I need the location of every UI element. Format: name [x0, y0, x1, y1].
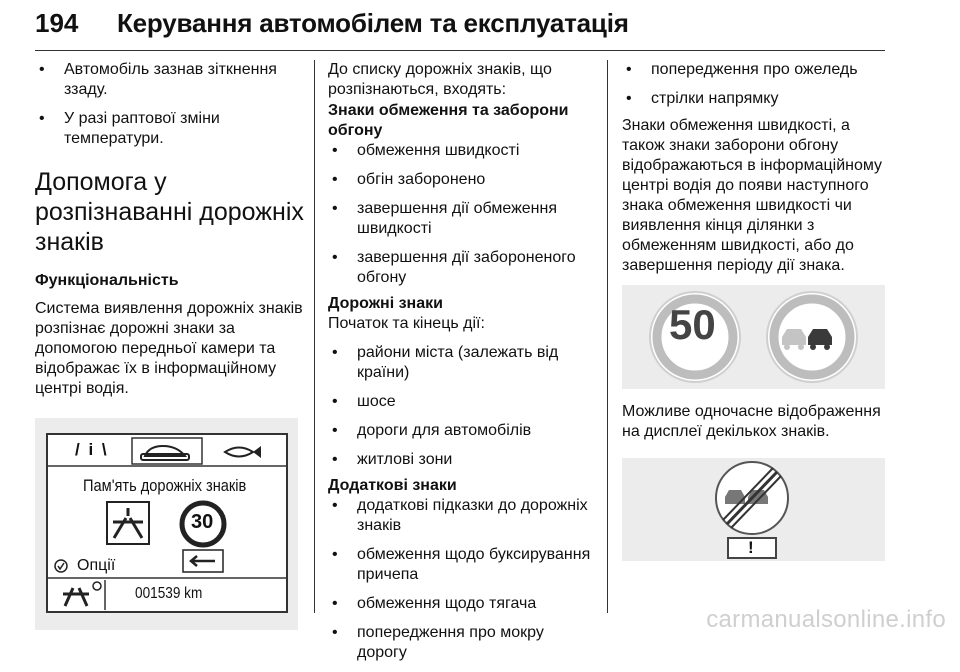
options-label: Опції [77, 557, 116, 574]
list-item: • дороги для автомобілів [328, 421, 598, 441]
subheading: Функціональність [35, 272, 179, 289]
bullet-list [35, 60, 305, 149]
column-divider [314, 60, 315, 613]
page-header [35, 0, 885, 51]
list-item: • попередження про мокру дорогу [328, 623, 598, 663]
subheading: Знаки обмеження та заборони обгону [328, 102, 569, 139]
column-divider [607, 60, 608, 613]
paragraph: До списку дорожніх знаків, що розпізнаються, входять: [328, 61, 552, 98]
watermark: carmanualsonline.info [706, 606, 946, 633]
car-icon [725, 490, 745, 504]
paragraph: Знаки обмеження швидкості, а також знаки заборони обгону відображаються в інформаційному центрі водія до появи наступного знака обмеження швидкості чи виявлення кінця ділянки з обмеженням швидкості, або до завершення періоду дії знака. [622, 117, 883, 274]
list-item: • житлові зони [328, 450, 598, 470]
column-2 [328, 60, 598, 672]
list-item: • обмеження швидкості [328, 141, 598, 161]
end-of-overtaking-sign-figure [622, 458, 885, 561]
odometer: 001539 km [135, 585, 203, 602]
bullet-list [622, 60, 890, 109]
list-item: • обмеження щодо тягача [328, 594, 598, 614]
list-item: • попередження про ожеледь [622, 60, 890, 80]
warning-mark: ! [748, 538, 754, 557]
bullet-list [328, 141, 598, 288]
list-item: • райони міста (залежать від країни) [328, 343, 598, 383]
bullet-list [328, 343, 598, 470]
bullet-list [328, 496, 598, 663]
paragraph: Початок та кінець дії: [328, 315, 485, 332]
section-heading: Допомога у розпізнаванні дорожніх знаків [35, 168, 304, 256]
speed-limit-value: 30 [191, 511, 214, 533]
list-item: • завершення дії обмеження швидкості [328, 199, 598, 239]
list-item: • шосе [328, 392, 598, 412]
driver-display-figure [35, 418, 298, 630]
page-number: 194 [35, 8, 79, 38]
speed-and-overtaking-signs-figure [622, 285, 885, 389]
column-1 [35, 60, 305, 630]
list-item: • додаткові підказки до дорожніх знаків [328, 496, 598, 536]
list-item: • обмеження щодо буксирування причепа [328, 545, 598, 585]
column-3 [622, 60, 890, 561]
subheading: Додаткові знаки [328, 477, 457, 494]
list-item: • стрілки напрямку [622, 89, 890, 109]
list-item: • Автомобіль зазнав зіткнення ззаду. [35, 60, 305, 100]
list-item: • обгін заборонено [328, 170, 598, 190]
list-item: • завершення дії забороненого обгону [328, 248, 598, 288]
paragraph: Система виявлення дорожніх знаків розпізнає дорожні знаки за допомогою передньої камери та відображає їх в інформаційному центрі водія. [35, 300, 303, 397]
list-item: • У разі раптової зміни температури. [35, 109, 305, 149]
speed-limit-sign-value: 50 [669, 301, 716, 348]
subheading: Дорожні знаки [328, 295, 443, 312]
menu-title: Пам'ять дорожніх знаків [83, 476, 247, 495]
page-title: Керування автомобілем та експлуатація [117, 8, 629, 38]
paragraph: Можливе одночасне відображення на дисплеї декількох знаків. [622, 403, 881, 440]
tab-road-icon: / i \ [75, 440, 109, 459]
